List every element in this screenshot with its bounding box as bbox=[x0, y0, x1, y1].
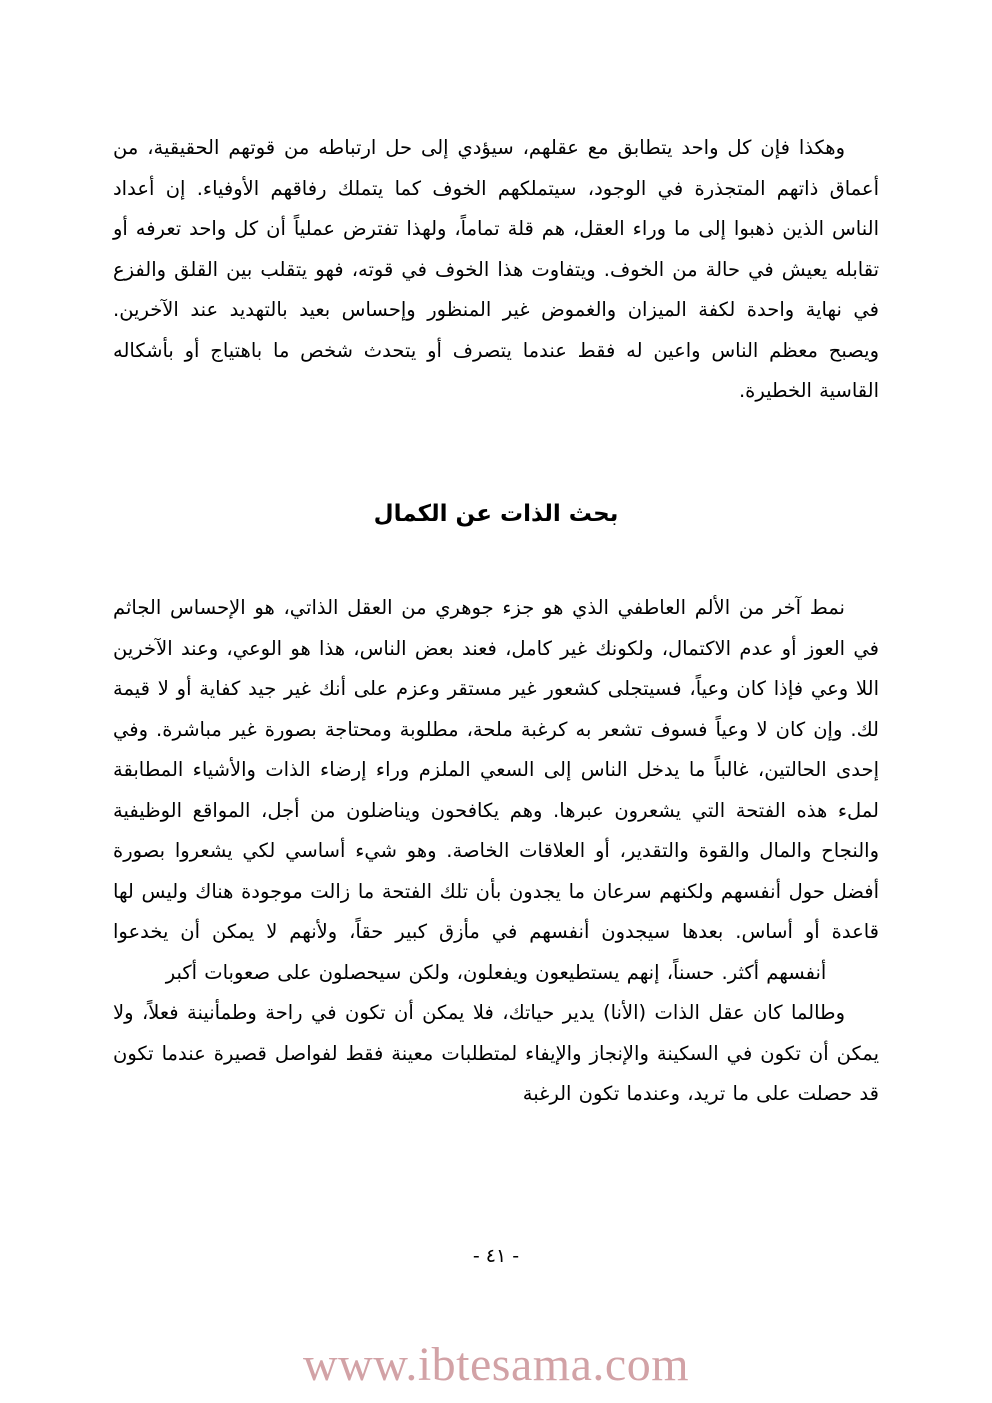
paragraph-first: وهكذا فإن كل واحد يتطابق مع عقلهم، سيؤدي إلى حل ارتباطه من قوتهم الحقيقية، من أعماق ذاتهم المتجذرة في الوجود، سيتملكهم الخوف كما يتملك رفاقهم الأوفياء. إن أعداد الناس الذين ذهبوا إلى ما وراء العقل، هم قلة تماماً، ولهذا تفترض عملياً أن كل واحد تعرفه أو تقابله يعيش في حالة من الخوف. ويتفاوت هذا الخوف في قوته، فهو يتقلب بين القلق والفزع في نهاية واحدة لكفة الميزان والغموض غير المنظور وإحساس بعيد بالتهديد عند الآخرين. ويصبح معظم الناس واعين له فقط عندما يتصرف أو يتحدث شخص ما باهتياج أو بأشكاله القاسية الخطيرة. bbox=[113, 136, 879, 402]
text-column-top bbox=[113, 128, 879, 412]
text-column-bottom bbox=[113, 588, 879, 1115]
paragraph-third: وطالما كان عقل الذات (الأنا) يدير حياتك، فلا يمكن أن تكون في راحة وطمأنينة فعلاً، ولا يمكن أن تكون في السكينة والإنجاز والإيفاء لمتطلبات معينة فقط لفواصل قصيرة عندما تكون قد حصلت على ما تريد، وعندما تكون الرغبة bbox=[113, 1001, 879, 1105]
paragraph-second: نمط آخر من الألم العاطفي الذي هو جزء جوهري من العقل الذاتي، هو الإحساس الجاثم في العوز أو عدم الاكتمال، ولكونك غير كامل، فعند بعض الناس، هذا هو الوعي، وعند الآخرين اللا وعي فإذا كان وعياً، فسيتجلى كشعور غير مستقر وعزم على أنك غير جيد كفاية أو لا قيمة لك. وإن كان لا وعياً فسوف تشعر به كرغبة ملحة، مطلوبة ومحتاجة بصورة غير مباشرة. وفي إحدى الحالتين، غالباً ما يدخل الناس إلى السعي الملزم وراء إرضاء الذات والأشياء المطابقة لملء هذه الفتحة التي يشعرون عبرها. وهم يكافحون ويناضلون من أجل، المواقع الوظيفية والنجاح والمال والقوة والتقدير، أو العلاقات الخاصة. وهو شيء أساسي لكي يشعروا بصورة أفضل حول أنفسهم ولكنهم سرعان ما يجدون بأن تلك الفتحة ما زالت موجودة هناك وليس لها قاعدة أو أساس. بعدها سيجدون أنفسهم في مأزق كبير حقاً، ولأنهم لا يمكن أن يخدعوا أنفسهم أكثر. حسناً، إنهم يستطيعون ويفعلون، ولكن سيحصلون على صعوبات أكبر bbox=[113, 596, 879, 984]
page-number: - ٤١ - bbox=[472, 1245, 520, 1267]
section-heading: بحث الذات عن الكمال bbox=[373, 501, 619, 527]
watermark: www.ibtesama.com bbox=[302, 1338, 690, 1391]
